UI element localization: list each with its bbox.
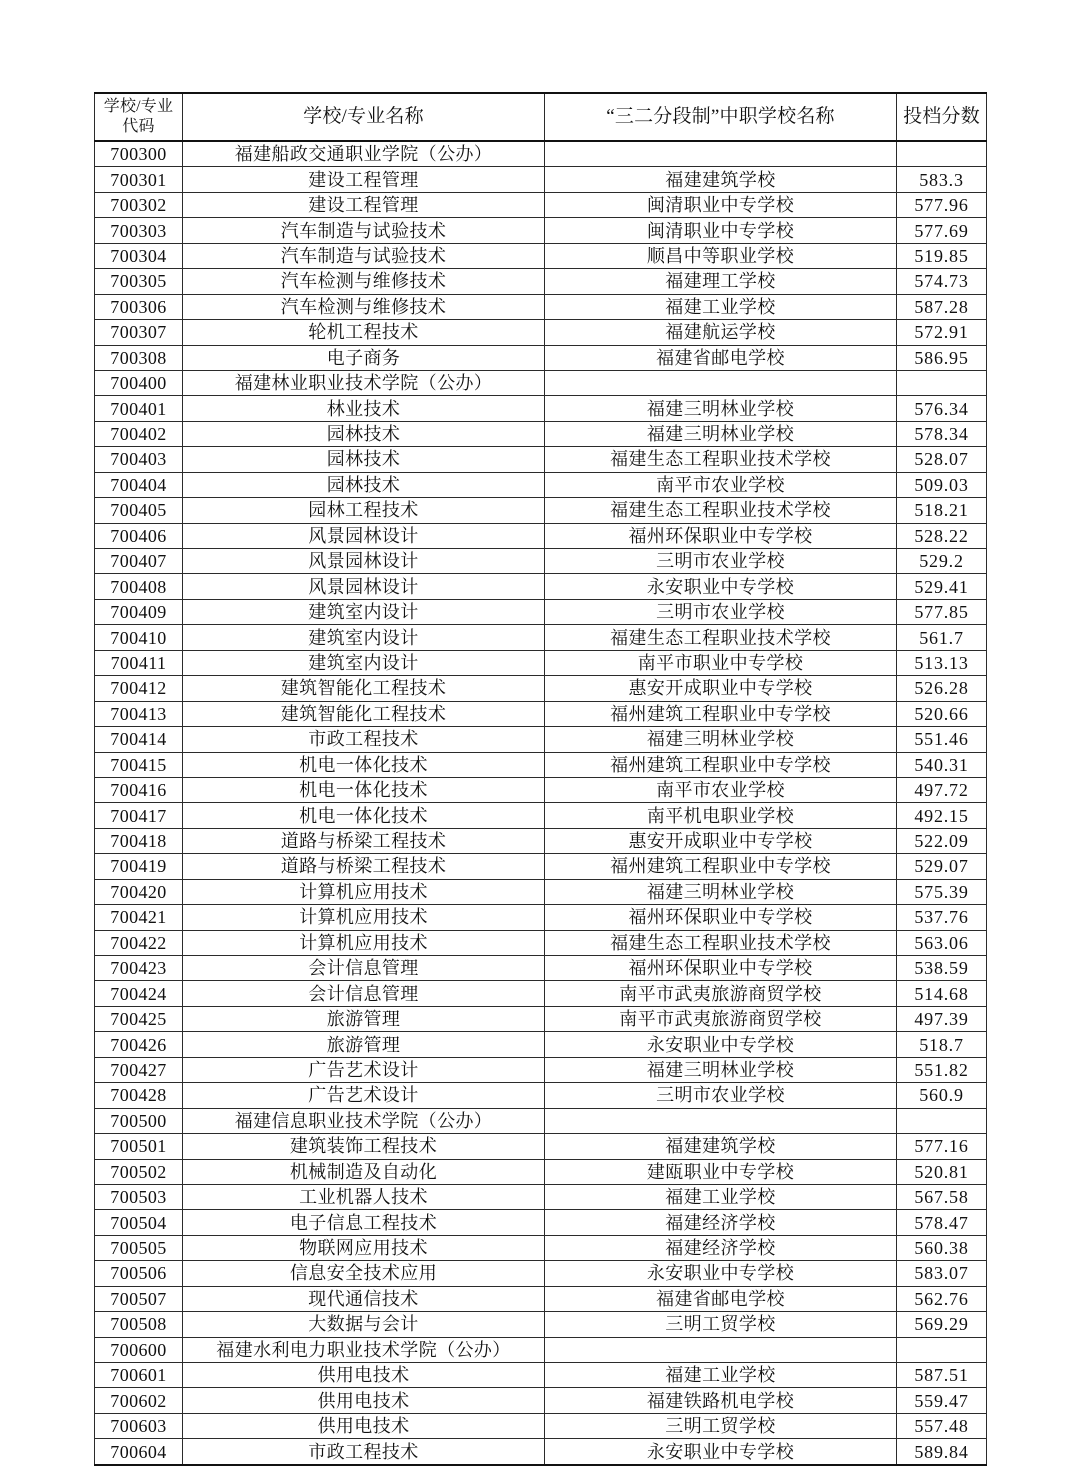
cell-major-name: 供用电技术 [183, 1363, 545, 1388]
cell-partner-school: 福建建筑学校 [545, 1134, 897, 1159]
cell-code: 700501 [95, 1134, 183, 1159]
cell-admission-score: 577.16 [897, 1134, 987, 1159]
cell-code: 700422 [95, 930, 183, 955]
cell-admission-score: 586.95 [897, 345, 987, 370]
table-row [95, 1235, 987, 1260]
cell-code: 700304 [95, 243, 183, 268]
table-row [95, 981, 987, 1006]
table-row [95, 396, 987, 421]
cell-admission-score: 522.09 [897, 828, 987, 853]
cell-admission-score: 513.13 [897, 650, 987, 675]
cell-major-name: 机械制造及自动化 [183, 1159, 545, 1184]
cell-partner-school: 福建生态工程职业技术学校 [545, 930, 897, 955]
cell-partner-school: 福州建筑工程职业中专学校 [545, 752, 897, 777]
cell-admission-score: 578.47 [897, 1210, 987, 1235]
table-row [95, 828, 987, 853]
cell-major-name: 道路与桥梁工程技术 [183, 828, 545, 853]
cell-partner-school: 福建省邮电学校 [545, 1286, 897, 1311]
table-row [95, 1083, 987, 1108]
cell-partner-school: 福建三明林业学校 [545, 396, 897, 421]
table-row [95, 498, 987, 523]
table-row [95, 956, 987, 981]
cell-partner-school: 福建经济学校 [545, 1235, 897, 1260]
cell-code: 700404 [95, 472, 183, 497]
table-row [95, 472, 987, 497]
cell-partner-school: 福建理工学校 [545, 269, 897, 294]
cell-partner-school: 福建航运学校 [545, 320, 897, 345]
table-row [95, 269, 987, 294]
cell-code: 700423 [95, 956, 183, 981]
cell-code: 700303 [95, 218, 183, 243]
cell-partner-school: 南平市农业学校 [545, 472, 897, 497]
cell-admission-score: 563.06 [897, 930, 987, 955]
table-row [95, 1159, 987, 1184]
cell-admission-score: 569.29 [897, 1312, 987, 1337]
cell-code: 700402 [95, 421, 183, 446]
table-row [95, 803, 987, 828]
cell-partner-school: 南平市武夷旅游商贸学校 [545, 1006, 897, 1031]
cell-partner-school: 福建生态工程职业技术学校 [545, 447, 897, 472]
cell-admission-score: 577.85 [897, 599, 987, 624]
cell-partner-school: 福州建筑工程职业中专学校 [545, 854, 897, 879]
cell-partner-school: 闽清职业中专学校 [545, 218, 897, 243]
cell-partner-school: 三明市农业学校 [545, 599, 897, 624]
cell-code: 700413 [95, 701, 183, 726]
cell-code: 700604 [95, 1439, 183, 1465]
cell-admission-score: 520.66 [897, 701, 987, 726]
cell-partner-school: 南平市农业学校 [545, 777, 897, 802]
table-row [95, 727, 987, 752]
table-row [95, 1210, 987, 1235]
table-body [95, 141, 987, 1465]
cell-code: 700503 [95, 1184, 183, 1209]
cell-partner-school: 永安职业中专学校 [545, 574, 897, 599]
table-row [95, 752, 987, 777]
cell-admission-score [897, 141, 987, 167]
table-row [95, 1032, 987, 1057]
table-row [95, 879, 987, 904]
table-row [95, 345, 987, 370]
cell-admission-score: 578.34 [897, 421, 987, 446]
table-row [95, 1057, 987, 1082]
cell-admission-score: 560.38 [897, 1235, 987, 1260]
cell-major-name: 工业机器人技术 [183, 1184, 545, 1209]
cell-code: 700508 [95, 1312, 183, 1337]
cell-partner-school [545, 141, 897, 167]
cell-partner-school: 福建经济学校 [545, 1210, 897, 1235]
table-row [95, 854, 987, 879]
cell-major-name: 电子信息工程技术 [183, 1210, 545, 1235]
cell-major-name: 广告艺术设计 [183, 1057, 545, 1082]
cell-code: 700425 [95, 1006, 183, 1031]
cell-code: 700421 [95, 905, 183, 930]
table-row [95, 905, 987, 930]
institution-group-row [95, 1337, 987, 1362]
cell-partner-school: 顺昌中等职业学校 [545, 243, 897, 268]
cell-admission-score: 559.47 [897, 1388, 987, 1413]
cell-partner-school: 福州环保职业中专学校 [545, 905, 897, 930]
cell-major-name: 建筑室内设计 [183, 599, 545, 624]
cell-code: 700417 [95, 803, 183, 828]
cell-partner-school: 福建省邮电学校 [545, 345, 897, 370]
table-row [95, 218, 987, 243]
cell-major-name: 建设工程管理 [183, 192, 545, 217]
cell-admission-score: 509.03 [897, 472, 987, 497]
cell-major-name: 会计信息管理 [183, 956, 545, 981]
cell-code: 700602 [95, 1388, 183, 1413]
cell-admission-score: 520.81 [897, 1159, 987, 1184]
cell-code: 700412 [95, 676, 183, 701]
table-row [95, 320, 987, 345]
cell-major-name: 建筑室内设计 [183, 650, 545, 675]
table-row [95, 294, 987, 319]
table-header-row [95, 93, 987, 141]
cell-major-name: 市政工程技术 [183, 727, 545, 752]
cell-partner-school: 福州环保职业中专学校 [545, 523, 897, 548]
cell-major-name: 园林技术 [183, 447, 545, 472]
cell-institution-name: 福建水利电力职业技术学院（公办） [183, 1337, 545, 1362]
cell-admission-score: 529.41 [897, 574, 987, 599]
cell-code: 700415 [95, 752, 183, 777]
cell-admission-score: 518.21 [897, 498, 987, 523]
cell-partner-school: 福建三明林业学校 [545, 421, 897, 446]
cell-code: 700300 [95, 141, 183, 167]
cell-partner-school: 南平机电职业学校 [545, 803, 897, 828]
institution-group-row [95, 141, 987, 167]
cell-partner-school: 惠安开成职业中专学校 [545, 676, 897, 701]
table-row [95, 930, 987, 955]
column-header-major: 学校/专业名称 [183, 93, 545, 141]
cell-code: 700420 [95, 879, 183, 904]
cell-code: 700301 [95, 167, 183, 192]
cell-admission-score: 497.72 [897, 777, 987, 802]
cell-admission-score: 560.9 [897, 1083, 987, 1108]
cell-major-name: 计算机应用技术 [183, 905, 545, 930]
cell-major-name: 风景园林设计 [183, 549, 545, 574]
table-row [95, 1261, 987, 1286]
column-header-code [95, 93, 183, 141]
cell-admission-score: 574.73 [897, 269, 987, 294]
column-header-score: 投档分数 [897, 93, 987, 141]
table-row [95, 1006, 987, 1031]
cell-code: 700406 [95, 523, 183, 548]
institution-group-row [95, 1108, 987, 1133]
table-row [95, 192, 987, 217]
cell-major-name: 林业技术 [183, 396, 545, 421]
table-row [95, 1312, 987, 1337]
cell-admission-score: 567.58 [897, 1184, 987, 1209]
cell-partner-school: 永安职业中专学校 [545, 1261, 897, 1286]
cell-partner-school: 三明工贸学校 [545, 1413, 897, 1438]
cell-admission-score: 529.2 [897, 549, 987, 574]
table-header [95, 93, 987, 141]
cell-code: 700416 [95, 777, 183, 802]
cell-major-name: 建筑装饰工程技术 [183, 1134, 545, 1159]
cell-major-name: 广告艺术设计 [183, 1083, 545, 1108]
cell-partner-school: 建瓯职业中专学校 [545, 1159, 897, 1184]
cell-code: 700401 [95, 396, 183, 421]
cell-admission-score: 518.7 [897, 1032, 987, 1057]
cell-partner-school: 三明市农业学校 [545, 1083, 897, 1108]
table-row [95, 523, 987, 548]
cell-major-name: 风景园林设计 [183, 574, 545, 599]
cell-partner-school: 永安职业中专学校 [545, 1032, 897, 1057]
cell-code: 700405 [95, 498, 183, 523]
cell-admission-score: 587.28 [897, 294, 987, 319]
cell-admission-score: 528.22 [897, 523, 987, 548]
cell-major-name: 信息安全技术应用 [183, 1261, 545, 1286]
cell-code: 700308 [95, 345, 183, 370]
cell-partner-school: 惠安开成职业中专学校 [545, 828, 897, 853]
cell-partner-school: 福建三明林业学校 [545, 879, 897, 904]
cell-partner-school: 三明市农业学校 [545, 549, 897, 574]
table-row [95, 167, 987, 192]
cell-institution-name: 福建信息职业技术学院（公办） [183, 1108, 545, 1133]
cell-partner-school [545, 1337, 897, 1362]
cell-major-name: 汽车制造与试验技术 [183, 243, 545, 268]
table-row [95, 1388, 987, 1413]
cell-code: 700306 [95, 294, 183, 319]
cell-partner-school [545, 370, 897, 395]
cell-major-name: 物联网应用技术 [183, 1235, 545, 1260]
institution-group-row [95, 370, 987, 395]
cell-admission-score [897, 370, 987, 395]
table-row [95, 421, 987, 446]
cell-major-name: 汽车制造与试验技术 [183, 218, 545, 243]
table-row [95, 777, 987, 802]
cell-code: 700419 [95, 854, 183, 879]
cell-admission-score: 576.34 [897, 396, 987, 421]
table-row [95, 650, 987, 675]
table-row [95, 1286, 987, 1311]
cell-admission-score: 587.51 [897, 1363, 987, 1388]
table-row [95, 447, 987, 472]
table-row [95, 1184, 987, 1209]
table-row [95, 1413, 987, 1438]
cell-code: 700409 [95, 599, 183, 624]
cell-partner-school: 福建三明林业学校 [545, 727, 897, 752]
cell-major-name: 道路与桥梁工程技术 [183, 854, 545, 879]
cell-code: 700507 [95, 1286, 183, 1311]
cell-code: 700407 [95, 549, 183, 574]
cell-partner-school: 福建工业学校 [545, 1184, 897, 1209]
cell-code: 700502 [95, 1159, 183, 1184]
cell-code: 700601 [95, 1363, 183, 1388]
cell-code: 700403 [95, 447, 183, 472]
table-row [95, 701, 987, 726]
cell-partner-school: 福建三明林业学校 [545, 1057, 897, 1082]
cell-major-name: 计算机应用技术 [183, 879, 545, 904]
cell-partner-school: 福建工业学校 [545, 1363, 897, 1388]
cell-major-name: 供用电技术 [183, 1388, 545, 1413]
cell-major-name: 建设工程管理 [183, 167, 545, 192]
cell-code: 700418 [95, 828, 183, 853]
cell-code: 700302 [95, 192, 183, 217]
cell-code: 700424 [95, 981, 183, 1006]
table-row [95, 1363, 987, 1388]
cell-admission-score: 492.15 [897, 803, 987, 828]
cell-partner-school: 南平市职业中专学校 [545, 650, 897, 675]
cell-code: 700410 [95, 625, 183, 650]
table-row [95, 1134, 987, 1159]
cell-major-name: 风景园林设计 [183, 523, 545, 548]
cell-admission-score: 561.7 [897, 625, 987, 650]
cell-admission-score [897, 1337, 987, 1362]
cell-major-name: 市政工程技术 [183, 1439, 545, 1465]
cell-major-name: 建筑室内设计 [183, 625, 545, 650]
cell-institution-name: 福建林业职业技术学院（公办） [183, 370, 545, 395]
cell-admission-score: 589.84 [897, 1439, 987, 1465]
cell-major-name: 汽车检测与维修技术 [183, 269, 545, 294]
cell-code: 700426 [95, 1032, 183, 1057]
cell-partner-school: 福建工业学校 [545, 294, 897, 319]
table-row [95, 599, 987, 624]
column-header-school: “三二分段制”中职学校名称 [545, 93, 897, 141]
column-header-code-line1: 学校/专业 [103, 98, 174, 115]
cell-partner-school: 福州建筑工程职业中专学校 [545, 701, 897, 726]
cell-major-name: 计算机应用技术 [183, 930, 545, 955]
cell-admission-score: 529.07 [897, 854, 987, 879]
cell-partner-school: 福州环保职业中专学校 [545, 956, 897, 981]
cell-code: 700307 [95, 320, 183, 345]
cell-code: 700411 [95, 650, 183, 675]
cell-admission-score: 551.46 [897, 727, 987, 752]
table-row [95, 549, 987, 574]
cell-major-name: 园林技术 [183, 472, 545, 497]
cell-code: 700505 [95, 1235, 183, 1260]
cell-code: 700414 [95, 727, 183, 752]
cell-major-name: 旅游管理 [183, 1032, 545, 1057]
cell-major-name: 旅游管理 [183, 1006, 545, 1031]
table-row [95, 625, 987, 650]
cell-admission-score: 526.28 [897, 676, 987, 701]
cell-admission-score: 557.48 [897, 1413, 987, 1438]
cell-admission-score: 562.76 [897, 1286, 987, 1311]
cell-partner-school: 福建铁路机电学校 [545, 1388, 897, 1413]
cell-admission-score: 572.91 [897, 320, 987, 345]
cell-code: 700305 [95, 269, 183, 294]
cell-code: 700500 [95, 1108, 183, 1133]
cell-code: 700400 [95, 370, 183, 395]
cell-code: 700600 [95, 1337, 183, 1362]
cell-major-name: 建筑智能化工程技术 [183, 676, 545, 701]
cell-major-name: 机电一体化技术 [183, 752, 545, 777]
cell-partner-school: 福建建筑学校 [545, 167, 897, 192]
table-row [95, 243, 987, 268]
cell-partner-school: 福建生态工程职业技术学校 [545, 498, 897, 523]
table-row [95, 1439, 987, 1465]
cell-admission-score: 540.31 [897, 752, 987, 777]
cell-admission-score: 538.59 [897, 956, 987, 981]
table-row [95, 574, 987, 599]
cell-admission-score: 577.96 [897, 192, 987, 217]
cell-major-name: 建筑智能化工程技术 [183, 701, 545, 726]
cell-code: 700408 [95, 574, 183, 599]
cell-admission-score [897, 1108, 987, 1133]
cell-major-name: 现代通信技术 [183, 1286, 545, 1311]
cell-major-name: 轮机工程技术 [183, 320, 545, 345]
cell-major-name: 机电一体化技术 [183, 777, 545, 802]
cell-partner-school: 永安职业中专学校 [545, 1439, 897, 1465]
cell-admission-score: 577.69 [897, 218, 987, 243]
cell-admission-score: 583.3 [897, 167, 987, 192]
cell-code: 700603 [95, 1413, 183, 1438]
cell-institution-name: 福建船政交通职业学院（公办） [183, 141, 545, 167]
score-table-container [94, 92, 986, 1466]
admission-score-table [94, 92, 987, 1466]
cell-admission-score: 583.07 [897, 1261, 987, 1286]
cell-major-name: 园林工程技术 [183, 498, 545, 523]
cell-partner-school [545, 1108, 897, 1133]
cell-code: 700504 [95, 1210, 183, 1235]
cell-major-name: 大数据与会计 [183, 1312, 545, 1337]
cell-major-name: 机电一体化技术 [183, 803, 545, 828]
cell-partner-school: 三明工贸学校 [545, 1312, 897, 1337]
cell-code: 700506 [95, 1261, 183, 1286]
cell-major-name: 汽车检测与维修技术 [183, 294, 545, 319]
column-header-code-line2: 代码 [122, 118, 155, 135]
cell-major-name: 园林技术 [183, 421, 545, 446]
cell-partner-school: 南平市武夷旅游商贸学校 [545, 981, 897, 1006]
cell-admission-score: 537.76 [897, 905, 987, 930]
cell-admission-score: 497.39 [897, 1006, 987, 1031]
table-row [95, 676, 987, 701]
cell-code: 700428 [95, 1083, 183, 1108]
cell-major-name: 供用电技术 [183, 1413, 545, 1438]
cell-admission-score: 519.85 [897, 243, 987, 268]
cell-partner-school: 闽清职业中专学校 [545, 192, 897, 217]
cell-code: 700427 [95, 1057, 183, 1082]
cell-partner-school: 福建生态工程职业技术学校 [545, 625, 897, 650]
cell-admission-score: 528.07 [897, 447, 987, 472]
cell-major-name: 会计信息管理 [183, 981, 545, 1006]
cell-major-name: 电子商务 [183, 345, 545, 370]
cell-admission-score: 514.68 [897, 981, 987, 1006]
cell-admission-score: 551.82 [897, 1057, 987, 1082]
cell-admission-score: 575.39 [897, 879, 987, 904]
